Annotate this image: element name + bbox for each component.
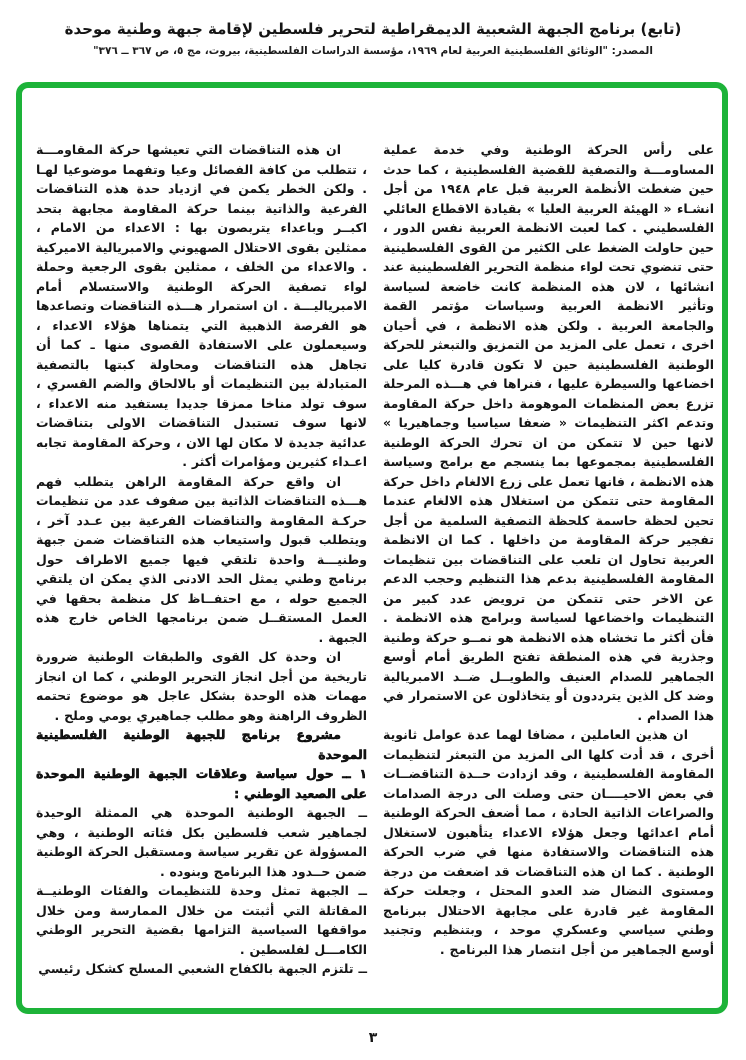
section-heading: مشروع برنامج للجبهة الوطنية الفلسطينية الموحدة (36, 727, 367, 762)
paragraph: ــ الجبهة تمثل وحدة للتنظيمات والفئات الوطنيــة المقاتلة التي أثبتت من خلال الممارسة ومن خلال مواقفها السياسية التزامها بقضية التحرير الوطني الكامـــل لفلسطين . (36, 883, 367, 957)
document-source: المصدر: "الوثائق الفلسطينية العربية لعام ١٩٦٩، مؤسسة الدراسات الفلسطينية، بيروت، مج ٥، ص ٣٦٧ ــ ٣٧٦" (93, 45, 653, 57)
paragraph: ــ تلتزم الجبهة بالكفاح الشعبي المسلح كشكل رئيسي (38, 961, 367, 976)
paragraph: على رأس الحركة الوطنية وفي خدمة عملية المساومـــة والتصفية للقضية الفلسطينية ، كما حدث حين ضغطت الأنظمة العربية قبل عام ١٩٤٨ من أجل انشـاء « الهيئة العربية العليا » بقيادة الاقطاع العائلي الفلسطيني . كما لعبت الانظمة العربية نفس الدور ، حين حاولت الضغط على الكثير من القوى الفلسطينية حتى تنضوي تحت لواء منظمة التحرير الفلسطينية عند انشائها ، لان هذه المنظمة كانت خاضعة لسياسة وتأثير الانظمة العربية وسياسات مؤتمر القمة والجامعة العربية . ولكن هذه الانظمة ، في أحيان اخرى ، تعمل على المزيد من التمزيق والتبعثر للحركة الوطنية الفلسطينية حين لا تكون قادرة كليا على اخضاعها والسيطرة عليها ، فنراها في هـــذه المرحلة تزرع بعض المنظمات الموهومة داخل حركة المقاومة وتدعم اكثر التنظيمات « ضعفا سياسيا وجماهيريا » لانها حين لا تتمكن من ان تحرك الحركة الوطنية الفلسطينية بمجموعها بما ينسجم مع برامج وسياسة هذه الانظمة ، فانها تعمل على زرع الالغام داخل حركة المقاومة حتى تتمكن من استغلال هذه الالغام عندما تحين لحظة حاسمة كلحظة التصفية السلمية من أجل تفجير حركة المقاومة من داخلها . كما ان الانظمة العربية تحاول ان تلعب على التناقضات بين تنظيمات المقاومة الفلسطينية بدعم هذا التنظيم وحجب الدعم عن الاخر حتى تتمكن من ترويض عدد كبير من التنظيمات واخضاعها لسياسة وبرامج هذه الانظمة . فأن أكثر ما تخشاه هذه الانظمة هو نمــو حركة وطنية وجذرية في هذه المنطقة تفتح الطريق أمام أوسع الجماهير للصدام العنيف والطويــل ضــد الامبريالية وضد كل الذين يترددون أو يتخاذلون عن الاستمرار في هذا الصدام . (383, 142, 714, 723)
page-number: ٣ (368, 1030, 378, 1046)
paragraph: ان واقع حركة المقاومة الراهن يتطلب فهم هـــذه التناقضات الذاتية بين صفوف عدد من تنظيمات حركـة المقاومة والتناقضات الفرعية بين عـدد آخر ، ويتطلب قبول واستيعاب هذه التناقضات ضمن جبهة وطنيـــة واحدة تلتقي فيها جميع الاطراف حول برنامج وطني يمثل الحد الادنى الذي يمكن ان يلتقي الجميع حوله ، مع احتفــاظ كل منظمة بحقها في العمل المستقــل ضمن برنامجها الخاص خارج هذه الجبهة . (36, 473, 367, 645)
column-left (36, 140, 367, 979)
paragraph: ان وحدة كل القوى والطبقات الوطنية ضرورة تاريخية من أجل انجاز التحرير الوطني ، كما ان انجاز مهمات هذه الوحدة بشكل عاجل هو موضوع تحتمه الظروف الراهنة وهو مطلب جماهيري يومي وملح . (36, 649, 367, 723)
text-columns (36, 140, 714, 990)
section-subheading: ١ ــ حول سياسة وعلاقات الجبهة الوطنية الموحدة على الصعيد الوطني : (36, 766, 367, 801)
document-title: (تابع) برنامج الجبهة الشعبية الديمقراطية لتحرير فلسطين لإقامة جبهة وطنية موحدة (64, 20, 682, 38)
paragraph: ــ الجبهة الوطنية الموحدة هي الممثلة الوحيدة لجماهير شعب فلسطين بكل فئاته الوطنية ، وهي المسؤولة عن تقرير سياسة ومستقبل الحركة الوطنية ضمن حــدود هذا البرنامج وبنوده . (36, 805, 367, 879)
paragraph: ان هذه التناقضات التي تعيشها حركة المقاومـــة ، تتطلب من كافة الفصائل وعيا وتفهما موضوعيا لهـا . ولكن الخطر يكمن في ازدياد حدة هذه التناقضات الفرعية والذاتية بينما حركة المقاومة مجابهة بتحد اكبــر وباعداء يتربصون بها : الاعداء من الامام ، ممثلين بقوى الاحتلال الصهيوني والامبريالية الاميركية . والاعداء من الخلف ، ممثلين بقوى الرجعية وحملة لواء تصفية الحركة الوطنية والاستسلام أمام الامبرياليـــة . ان استمرار هـــذه التناقضات وتصاعدها هو الفرصة الذهبية التي يتمناها هؤلاء الاعداء ، وسيعملون على الاستفادة القصوى منها ـ كما أن تجاهل هذه التناقضات ومحاولة كبتها بالتصفية المتبادلة بين التنظيمات أو بالالحاق والضم القسري ، سوف تولد مناخا ممزقا جديدا يستفيد منه الاعداء ، لانها سوف تستبدل التناقضات الاولى بتناقضات عدائية جديدة لا مكان لها الان ، وحركة المقاومة تجابه اعـداء كثيرين ومؤامرات أكثر . (36, 142, 367, 469)
column-right (383, 140, 714, 959)
green-border-frame (16, 82, 728, 1014)
paragraph: ان هذين العاملين ، مضافا لهما عدة عوامل ثانوية أخرى ، قد أدت كلها الى المزيد من التبعثر لتنظيمات المقاومة الفلسطينية ، وقد ازدادت حــدة التناقضــات في بعض الاحيــــان حتى وصلت الى درجة الصدامات والصراعات الذاتية الحادة ، مما أضعف الحركة الوطنية أمام اعدائها وجعل هؤلاء الاعداء يتأهبون لاستغلال هذه التناقضات والاستفادة منها في ضرب الحركة الوطنية . كما ان هذه التناقضات قد اضعفت من درجة ومستوى النضال ضد العدو المحتل ، وجعلت حركة المقاومة غير قادرة على مجابهة الاحتلال ببرنامج وطني سياسي وعسكري موحد ، وبتنظيم وتجنيد أوسع الجماهير من أجل انتصار هذا البرنامج . (383, 727, 714, 957)
document-header (0, 18, 746, 57)
